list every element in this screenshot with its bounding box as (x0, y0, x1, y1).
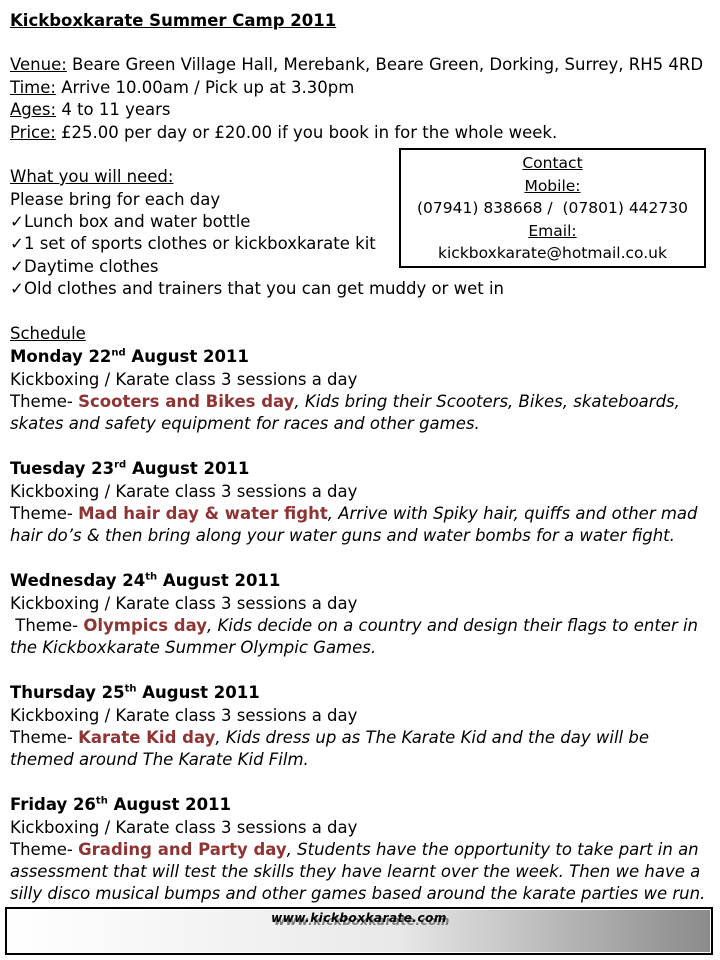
mobile-label: Mobile: (524, 176, 581, 195)
day-theme (10, 727, 649, 749)
day-suffix: rd (114, 459, 127, 471)
theme-prefix: Theme- (10, 392, 79, 411)
theme-description: assessment that will test the skills they have learnt over the week. Then we have a (10, 862, 701, 881)
needs-item-text: Daytime clothes (24, 257, 159, 276)
checkmark-icon: ✓ (10, 234, 24, 253)
theme-description: , Kids bring their Scooters, Bikes, skateboards, (294, 392, 680, 411)
ages-label: Ages: (10, 100, 57, 119)
needs-item (10, 233, 376, 255)
needs-item-text: Lunch box and water bottle (24, 212, 251, 231)
theme-description: skates and safety equipment for races and other games. (10, 414, 480, 433)
day-heading-wednesday (10, 570, 280, 592)
contact-box (399, 148, 706, 268)
time-line (10, 77, 354, 99)
venue-line (10, 54, 703, 76)
theme-name: Karate Kid day (78, 728, 216, 747)
email-label: Email: (528, 221, 577, 240)
venue-label: Venue: (10, 55, 67, 74)
theme-description: hair do’s & then bring along your water guns and water bombs for a water fight. (10, 526, 675, 545)
checkmark-icon: ✓ (10, 212, 24, 231)
day-month: August 2011 (136, 683, 260, 702)
day-date: Friday 26 (10, 795, 96, 814)
needs-intro: Please bring for each day (10, 190, 221, 209)
theme-name: Olympics day (83, 616, 207, 635)
day-suffix: th (95, 795, 108, 807)
email-value: kickboxkarate@hotmail.co.uk (438, 244, 667, 262)
day-classes: Kickboxing / Karate class 3 sessions a day (10, 706, 358, 725)
day-date: Monday 22 (10, 347, 112, 366)
price-label: Price: (10, 123, 56, 142)
time-value: Arrive 10.00am / Pick up at 3.30pm (55, 78, 355, 97)
theme-description: , Kids dress up as The Karate Kid and the day will be (215, 728, 650, 747)
day-month: August 2011 (107, 795, 232, 814)
day-theme (10, 503, 698, 525)
theme-name: Grading and Party day (78, 840, 287, 859)
day-theme (10, 391, 680, 413)
needs-item (10, 256, 159, 278)
day-date: Thursday 25 (10, 683, 125, 702)
day-month: August 2011 (125, 347, 249, 366)
theme-description: , Students have the opportunity to take part in an (286, 840, 699, 859)
venue-value: Beare Green Village Hall, Merebank, Beare Green, Dorking, Surrey, RH5 4RD (72, 55, 704, 74)
theme-description: silly disco musical bumps and other games based around the karate parties we run. (10, 884, 706, 903)
ages-value: 4 to 11 years (61, 100, 171, 119)
needs-item-text: Old clothes and trainers that you can get muddy or wet in (24, 279, 504, 298)
theme-prefix: Theme- (10, 616, 84, 635)
day-theme (10, 615, 698, 637)
day-date: Wednesday 24 (10, 571, 146, 590)
day-month: August 2011 (157, 571, 281, 590)
needs-heading: What you will need: (10, 167, 174, 186)
day-date: Tuesday 23 (10, 459, 115, 478)
contact-heading: Contact (522, 154, 583, 172)
theme-name: Scooters and Bikes day (78, 392, 295, 411)
ages-line (10, 99, 171, 121)
day-suffix: th (145, 571, 158, 583)
website-url: www.kickboxkarate.com (271, 911, 447, 925)
theme-description: , Kids decide on a country and design their flags to enter in (207, 616, 699, 635)
day-month: August 2011 (126, 459, 250, 478)
day-classes: Kickboxing / Karate class 3 sessions a day (10, 818, 358, 837)
theme-name: Mad hair day & water fight (78, 504, 328, 523)
day-theme (10, 839, 699, 861)
theme-description: the Kickboxkarate Summer Olympic Games. (10, 638, 377, 657)
checkmark-icon: ✓ (10, 279, 24, 298)
theme-description: , Arrive with Spiky hair, quiffs and other mad (327, 504, 698, 523)
needs-item (10, 211, 250, 233)
day-classes: Kickboxing / Karate class 3 sessions a day (10, 482, 358, 501)
day-heading-tuesday (10, 458, 249, 480)
theme-description: themed around The Karate Kid Film. (10, 750, 309, 769)
day-classes: Kickboxing / Karate class 3 sessions a day (10, 594, 358, 613)
price-value: £25.00 per day or £20.00 if you book in for the whole week. (61, 123, 558, 142)
mobile-value: (07941) 838668 / (07801) 442730 (416, 199, 688, 217)
page-title: Kickboxkarate Summer Camp 2011 (10, 11, 337, 30)
checkmark-icon: ✓ (10, 257, 24, 276)
theme-prefix: Theme- (10, 504, 79, 523)
day-heading-friday (10, 794, 231, 816)
needs-item (10, 278, 504, 300)
day-heading-thursday (10, 682, 260, 704)
theme-prefix: Theme- (10, 840, 79, 859)
price-line (10, 122, 557, 144)
time-label: Time: (10, 78, 56, 97)
website-banner (5, 907, 713, 955)
schedule-heading: Schedule (10, 324, 86, 343)
theme-prefix: Theme- (10, 728, 79, 747)
day-suffix: th (124, 683, 137, 695)
day-classes: Kickboxing / Karate class 3 sessions a day (10, 370, 358, 389)
day-heading-monday (10, 346, 249, 368)
day-suffix: nd (111, 347, 126, 359)
needs-item-text: 1 set of sports clothes or kickboxkarate kit (24, 234, 376, 253)
